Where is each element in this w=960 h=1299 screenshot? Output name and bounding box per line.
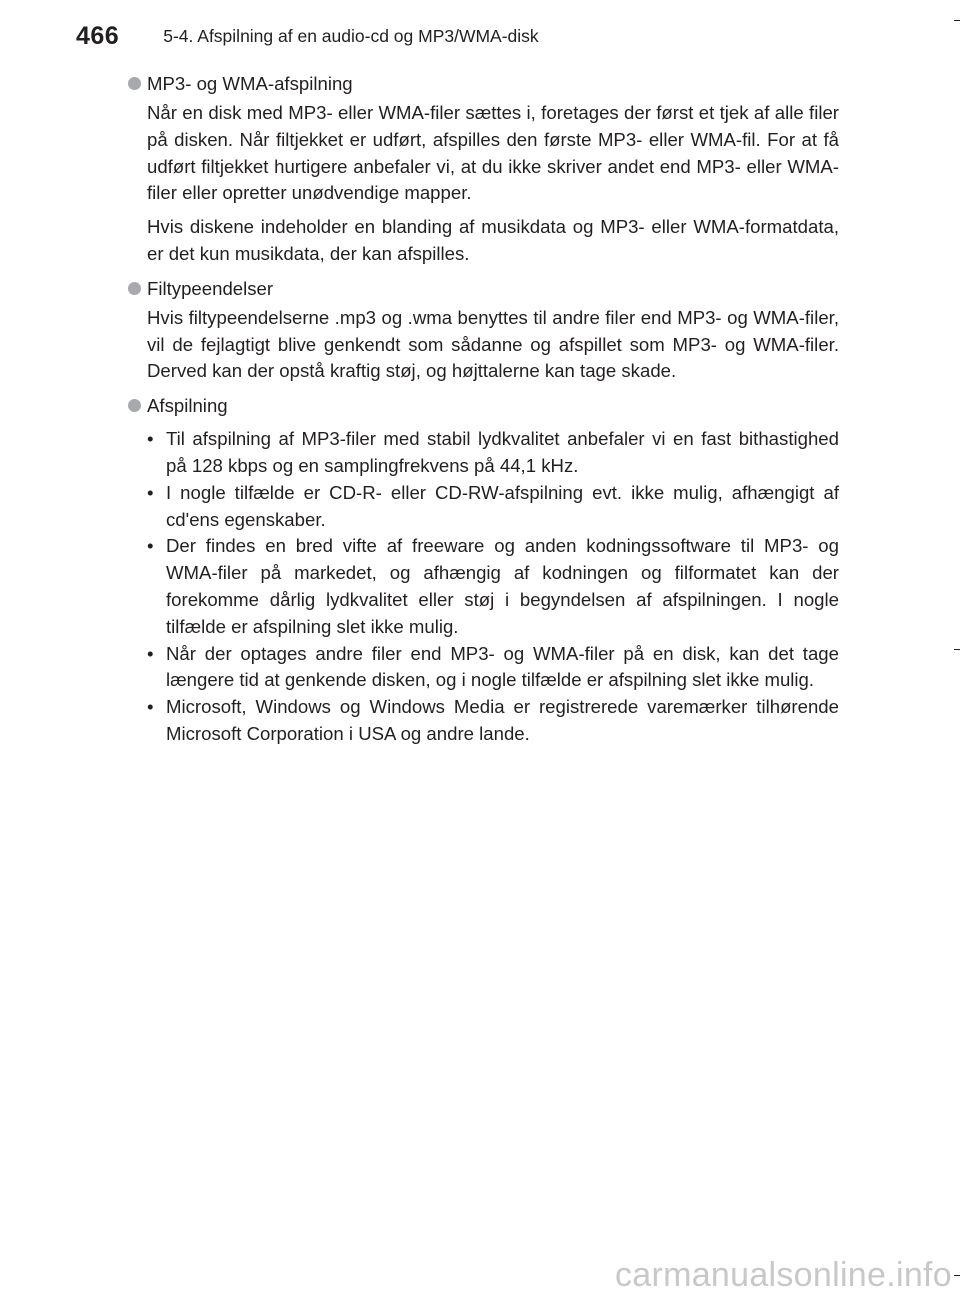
bullet-dot-icon [128, 399, 141, 412]
bullet-dot-icon [128, 282, 141, 295]
page-number: 466 [76, 22, 120, 50]
chapter-title: 5-4. Afspilning af en audio-cd og MP3/WMA-disk [163, 26, 539, 46]
section-heading [128, 392, 839, 419]
list-item [147, 641, 839, 695]
bullet-icon: • [147, 428, 154, 450]
list-item [147, 480, 839, 534]
bullet-icon: • [147, 535, 154, 557]
page-header [76, 22, 539, 62]
paragraph: Hvis filtypeendelserne .mp3 og .wma benyttes til andre filer end MP3- og WMA-filer, vil de fejlagtigt blive genkendt som sådanne og afspillet som MP3- og WMA-filer. Derved kan der opstå kraftig støj, og højttalerne kan tage skade. [147, 306, 839, 382]
list-item [147, 426, 839, 480]
paragraph: Når en disk med MP3- eller WMA-filer sættes i, foretages der først et tjek af alle filer på disken. Når filtjekket er udført, afspilles den første MP3- eller WMA-fil. For at få udført filtjekket hurtigere anbefaler vi, at du ikke skriver andet end MP3- eller WMA-filer eller opretter unødvendige mapper. [147, 102, 839, 204]
list-item-text: Der findes en bred vifte af freeware og anden kodningssoftware til MP3- og WMA-filer på markedet, og afhængig af kodningen og filformatet kan der forekomme dårlig lydkvalitet eller støj i begyndelsen af afspilningen. I nogle tilfælde er afspilning slet ikke mulig. [166, 535, 839, 637]
crop-mark [954, 20, 960, 21]
section-file-extensions [128, 275, 839, 385]
paragraph: Hvis diskene indeholder en blanding af musikdata og MP3- eller WMA-formatdata, er det kun musikdata, der kan afspilles. [147, 216, 839, 264]
crop-mark [954, 1275, 960, 1276]
section-mp3-wma [128, 70, 839, 268]
crop-mark [954, 649, 960, 650]
list-item-text: I nogle tilfælde er CD-R- eller CD-RW-afspilning evt. ikke mulig, afhængigt af cd'ens egenskaber. [166, 481, 839, 530]
section-title: MP3- og WMA-afspilning [147, 73, 353, 94]
bullet-icon: • [147, 642, 154, 664]
bullet-list [147, 426, 839, 748]
list-item-text: Til afspilning af MP3-filer med stabil lydkvalitet anbefaler vi en fast bithastighed på 128 kbps og en samplingfrekvens på 44,1 kHz. [166, 428, 839, 476]
list-item-text: Microsoft, Windows og Windows Media er registrerede varemærker tilhørende Microsoft Corporation i USA og andre lande. [166, 696, 839, 744]
bullet-icon: • [147, 696, 154, 718]
list-item [147, 533, 839, 640]
section-playback [128, 392, 839, 748]
bullet-icon: • [147, 481, 154, 503]
section-heading [128, 70, 839, 97]
section-heading [128, 275, 839, 302]
section-title: Filtypeendelser [147, 277, 274, 299]
bullet-dot-icon [128, 77, 141, 90]
watermark: carmanualsonline.info [614, 1256, 952, 1294]
section-title: Afspilning [147, 395, 228, 417]
list-item-text: Når der optages andre filer end MP3- og WMA-filer på en disk, kan det tage længere tid at genkende disken, og i nogle tilfælde er afspilning slet ikke mulig. [166, 642, 839, 691]
list-item [147, 694, 839, 748]
page-content [128, 70, 839, 748]
